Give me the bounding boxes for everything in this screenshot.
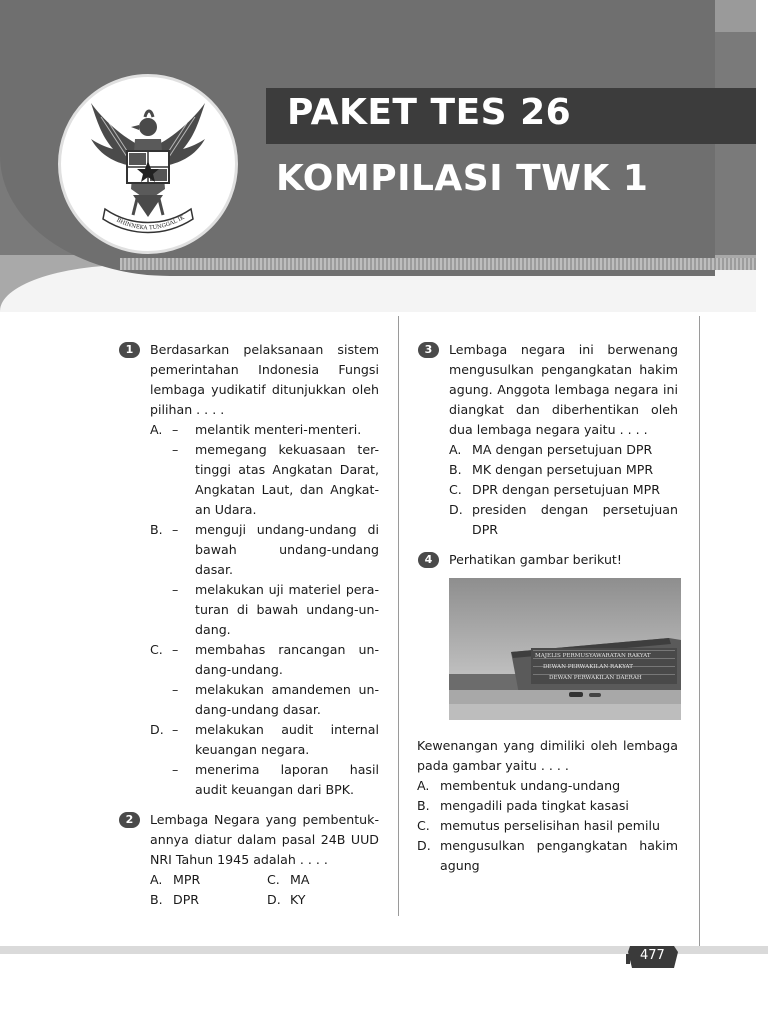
option-text: menerima laporan hasil audit keuangan dari BPK. bbox=[195, 762, 379, 797]
chapter-header bbox=[0, 0, 756, 312]
option-letter: B. bbox=[449, 462, 462, 477]
option-text: DPR bbox=[173, 892, 200, 907]
option-text: melakukan amandemen un-dang-undang dasar. bbox=[195, 682, 379, 717]
option-text: memegang kekuasaan ter-tinggi atas Angkatan Darat, Angkatan Laut, dan Angkat-an Udara. bbox=[195, 442, 379, 517]
option-letter: D. bbox=[267, 892, 281, 907]
option-d[interactable] bbox=[449, 500, 678, 540]
option-a[interactable] bbox=[417, 776, 678, 796]
option-letter: A. bbox=[417, 778, 430, 793]
emblem-motto: BHINNEKA TUNGGAL IK bbox=[115, 214, 186, 232]
option-letter: A. bbox=[449, 442, 462, 457]
signage-line-2: DEWAN PERWAKILAN RAKYAT bbox=[543, 664, 634, 670]
option-c[interactable]: C. – membahas rancangan un-dang-undang. – melakukan amandemen un-dang-undang dasar. bbox=[150, 642, 379, 717]
option-text: MPR bbox=[173, 872, 201, 887]
option-text: MA bbox=[290, 872, 310, 887]
question-followup: Kewenangan yang dimiliki oleh lembaga pada gambar yaitu . . . . bbox=[417, 738, 678, 773]
parliament-building-photo bbox=[449, 578, 681, 720]
option-a[interactable] bbox=[150, 870, 267, 890]
option-letter: C. bbox=[417, 818, 430, 833]
garuda-icon bbox=[61, 77, 235, 251]
option-letter: B. bbox=[150, 522, 163, 537]
option-text: melakukan audit internal keuangan negara. bbox=[195, 722, 379, 757]
option-letter: C. bbox=[449, 482, 462, 497]
question-3 bbox=[417, 340, 678, 540]
question-number-badge: 4 bbox=[418, 552, 439, 568]
option-letter: C. bbox=[267, 872, 280, 887]
option-text: DPR dengan persetujuan MPR bbox=[472, 482, 661, 497]
question-number-badge: 3 bbox=[418, 342, 439, 358]
option-text: KY bbox=[290, 892, 306, 907]
page-edge-rule bbox=[699, 316, 700, 950]
option-b[interactable] bbox=[417, 796, 678, 816]
option-letter: B. bbox=[150, 892, 163, 907]
left-column bbox=[118, 340, 379, 910]
option-list bbox=[417, 776, 678, 876]
question-2 bbox=[118, 810, 379, 910]
page-number: 477 bbox=[640, 948, 665, 963]
option-b[interactable] bbox=[150, 890, 267, 910]
question-number-badge: 1 bbox=[119, 342, 140, 358]
question-number-badge: 2 bbox=[119, 812, 140, 828]
option-text: membentuk undang-undang bbox=[440, 778, 621, 793]
signage-line-1: MAJELIS PERMUSYAWARATAN RAKYAT bbox=[535, 653, 651, 659]
chapter-title: PAKET TES 26 bbox=[287, 92, 572, 133]
option-d[interactable]: D. – melakukan audit internal keuangan negara. – menerima laporan hasil audit keuangan dari BPK. bbox=[150, 722, 379, 797]
question-stem: Perhatikan gambar berikut! bbox=[449, 552, 622, 567]
option-text: memutus perselisihan hasil pemilu bbox=[440, 818, 660, 833]
option-b[interactable]: B. – menguji undang-undang di bawah undang-undang dasar. – melakukan uji materiel pera-turan di bawah undang-un-dang. bbox=[150, 522, 379, 637]
option-d[interactable] bbox=[267, 890, 367, 910]
garuda-emblem bbox=[58, 74, 238, 254]
option-d[interactable] bbox=[417, 836, 678, 876]
option-letter: A. bbox=[150, 872, 163, 887]
signage-line-3: DEWAN PERWAKILAN DAERAH bbox=[549, 675, 642, 681]
option-text: mengadili pada tingkat kasasi bbox=[440, 798, 629, 813]
option-letter: A. bbox=[150, 422, 163, 437]
option-text: mengusulkan pengangkatan hakim agung bbox=[440, 838, 678, 873]
option-a[interactable]: A. – melantik menteri-menteri. – memegang kekuasaan ter-tinggi atas Angkatan Darat, Angkatan Laut, dan Angkat-an Udara. bbox=[150, 422, 379, 517]
page-number-badge bbox=[624, 942, 680, 970]
option-text: membahas rancangan un-dang-undang. bbox=[195, 642, 379, 677]
question-4 bbox=[417, 550, 678, 876]
option-letter: B. bbox=[417, 798, 430, 813]
option-b[interactable] bbox=[449, 460, 678, 480]
question-stem: Berdasarkan pelaksanaan sistem pemerintahan Indonesia Fungsi lembaga yudikatif ditunjukkan oleh pilihan . . . . bbox=[150, 342, 379, 417]
column-divider bbox=[398, 316, 399, 916]
option-text: MA dengan persetujuan DPR bbox=[472, 442, 653, 457]
option-c[interactable] bbox=[449, 480, 678, 500]
option-letter: C. bbox=[150, 642, 163, 657]
option-c[interactable] bbox=[267, 870, 367, 890]
option-c[interactable] bbox=[417, 816, 678, 836]
option-text: presiden dengan persetujuan DPR bbox=[472, 502, 678, 537]
right-column bbox=[417, 340, 678, 876]
option-a[interactable] bbox=[449, 440, 678, 460]
option-text: MK dengan persetujuan MPR bbox=[472, 462, 654, 477]
option-text: menguji undang-undang di bawah undang-undang dasar. bbox=[195, 522, 379, 577]
question-1 bbox=[118, 340, 379, 800]
option-text: melantik menteri-menteri. bbox=[195, 422, 362, 437]
chapter-subtitle: KOMPILASI TWK 1 bbox=[276, 158, 649, 199]
option-letter: D. bbox=[417, 838, 431, 853]
question-stem: Lembaga negara ini berwenang mengusulkan pengangkatan hakim agung. Anggota lembaga negara ini diangkat dan diberhentikan oleh dua lembaga negara yaitu . . . . bbox=[449, 342, 678, 437]
option-letter: D. bbox=[150, 722, 164, 737]
header-stripe-pattern bbox=[120, 258, 756, 270]
option-grid bbox=[150, 870, 379, 910]
question-stem: Lembaga Negara yang pembentuk-annya diatur dalam pasal 24B UUD NRI Tahun 1945 adalah . . . . bbox=[150, 812, 379, 867]
option-text: melakukan uji materiel pera-turan di bawah undang-un-dang. bbox=[195, 582, 379, 637]
option-letter: D. bbox=[449, 502, 463, 517]
